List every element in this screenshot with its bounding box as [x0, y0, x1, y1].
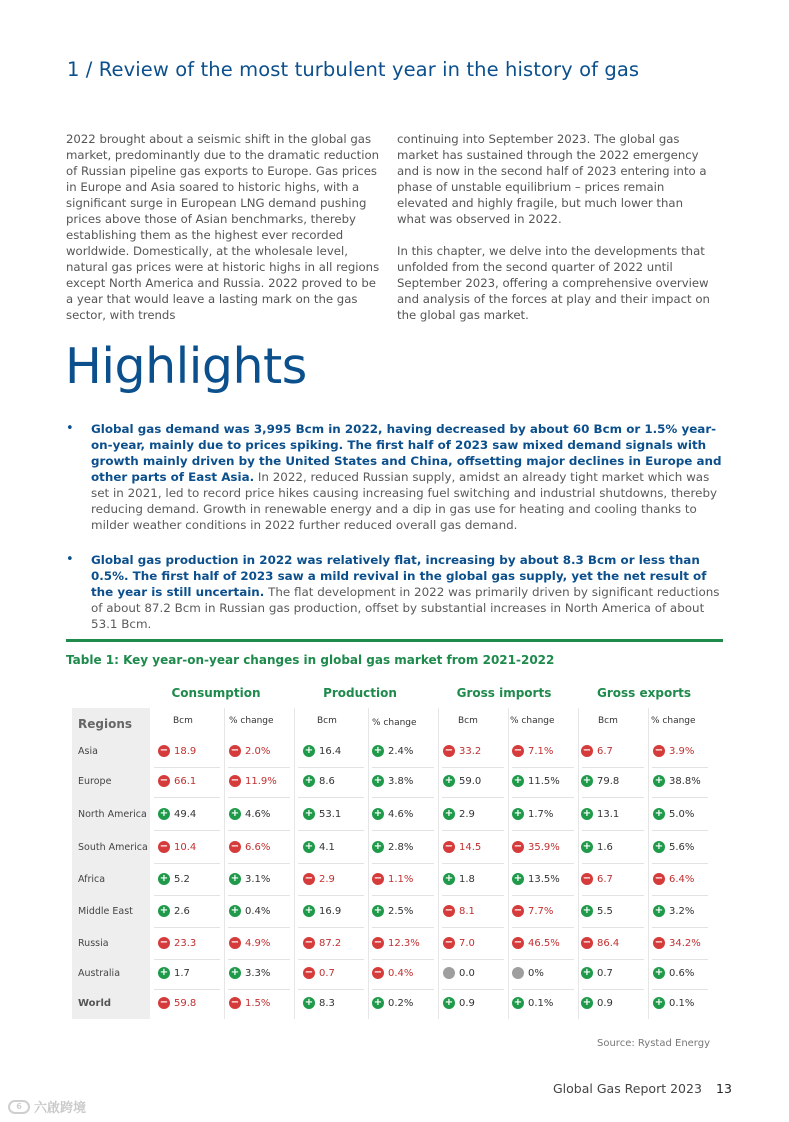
cell-value: 0.0: [459, 967, 475, 979]
table-cell: [512, 744, 553, 758]
cell-value: 5.6%: [669, 841, 695, 853]
group-header-consumption: Consumption: [171, 686, 261, 700]
group-header-gross-imports: Gross imports: [456, 686, 552, 700]
bullet-text: The flat development in 2022 was primarily driven by significant reductions of about 87.2 Bcm in Russian gas production, offset by substantial increases in North America of about 53.1 Bcm.: [91, 585, 720, 631]
cell-value: 5.0%: [669, 808, 695, 820]
cell-value: 59.0: [459, 775, 482, 787]
highlights-heading: Highlights: [65, 338, 307, 395]
cell-value: 5.5: [597, 905, 613, 917]
bullet-bold-text: Global gas production in 2022 was relatively flat, increasing by about 8.3 Bcm or less than 0.5%. The first half of 2023 saw a mild revival in the global gas supply, yet the net result of the year is still uncertain.: [91, 553, 707, 599]
regions-header: Regions: [78, 717, 133, 731]
increase-icon: +: [304, 745, 314, 756]
increase-icon: +: [444, 808, 454, 819]
increase-icon: +: [513, 997, 523, 1008]
subheader-exports-pct: % change: [651, 716, 696, 726]
table-row: [72, 766, 712, 798]
cell-value: 11.9%: [245, 775, 277, 787]
table-cell: [443, 774, 481, 788]
cell-value: 3.1%: [245, 873, 271, 885]
cell-value: 6.7: [597, 745, 613, 757]
page-number: 13: [716, 1081, 732, 1096]
decrease-icon: −: [582, 873, 592, 884]
increase-icon: +: [654, 841, 664, 852]
cell-value: 0%: [528, 967, 544, 979]
row-separator: [582, 797, 644, 798]
table-top-rule: [66, 639, 723, 642]
table-cell: [229, 774, 277, 788]
watermark-text: 六啟跨境: [34, 1101, 87, 1116]
bullet-text: In 2022, reduced Russian supply, amidst an already tight market which was set in 2021, led to record price hikes causing increasing fuel switching and industrial shutdowns, thereby reducing demand. Growth in renewable energy and a dip in gas use for heating and cooling thanks to milder weather conditions in 2022 further reduced overall gas demand.: [91, 470, 718, 532]
increase-icon: +: [373, 775, 383, 786]
table-cell: [443, 904, 475, 918]
table-row: [72, 928, 712, 960]
increase-icon: +: [304, 775, 314, 786]
cell-value: 0.9: [597, 997, 613, 1009]
row-region-label: Europe: [78, 776, 112, 787]
cell-value: 6.6%: [245, 841, 271, 853]
cell-value: 2.5%: [388, 905, 414, 917]
table-cell: [443, 807, 475, 821]
intro-left-column: [66, 131, 384, 323]
increase-icon: +: [654, 905, 664, 916]
cell-value: 35.9%: [528, 841, 560, 853]
decrease-icon: −: [373, 937, 383, 948]
cell-value: 2.0%: [245, 745, 271, 757]
cell-value: 86.4: [597, 937, 620, 949]
increase-icon: +: [582, 841, 592, 852]
increase-icon: +: [159, 967, 169, 978]
table-cell: [443, 744, 481, 758]
table-cell: [443, 996, 475, 1010]
intro-right-paragraph-1: continuing into September 2023. The global gas market has sustained through the 2022 emergency and is now in the second half of 2023 entering into a phase of unstable equilibrium – prices remain elevated and highly fragile, but much lower than what was observed in 2022.: [397, 132, 707, 226]
row-separator: [652, 797, 708, 798]
table-cell: [372, 774, 413, 788]
cell-value: 2.9: [459, 808, 475, 820]
decrease-icon: −: [373, 873, 383, 884]
decrease-icon: −: [513, 905, 523, 916]
row-separator: [652, 830, 708, 831]
decrease-icon: −: [159, 997, 169, 1008]
cell-value: 0.7: [319, 967, 335, 979]
table-cell: [303, 996, 335, 1010]
highlight-bullet: [66, 421, 726, 533]
table-cell: [581, 840, 613, 854]
subheader-consumption-pct: % change: [229, 716, 274, 726]
table-cell: [372, 904, 413, 918]
table-cell: [303, 966, 335, 980]
decrease-icon: −: [513, 745, 523, 756]
row-separator: [298, 830, 364, 831]
increase-icon: +: [582, 808, 592, 819]
table-cell: [443, 936, 475, 950]
row-separator: [442, 797, 504, 798]
increase-icon: +: [654, 997, 664, 1008]
increase-icon: +: [230, 967, 240, 978]
row-separator: [228, 797, 290, 798]
increase-icon: +: [159, 808, 169, 819]
table-cell: [303, 744, 341, 758]
cell-value: 16.4: [319, 745, 342, 757]
table-cell: [158, 807, 196, 821]
cell-value: 59.8: [174, 997, 197, 1009]
row-separator: [154, 830, 220, 831]
decrease-icon: −: [304, 967, 314, 978]
table-cell: [581, 774, 619, 788]
decrease-icon: −: [513, 937, 523, 948]
subheader-production-pct: % change: [372, 718, 417, 728]
increase-icon: +: [513, 808, 523, 819]
increase-icon: +: [582, 997, 592, 1008]
cell-value: 3.9%: [669, 745, 695, 757]
table-cell: [229, 744, 270, 758]
row-separator: [582, 830, 644, 831]
decrease-icon: −: [444, 745, 454, 756]
decrease-icon: −: [513, 841, 523, 852]
cell-value: 5.2: [174, 873, 190, 885]
increase-icon: +: [230, 808, 240, 819]
cell-value: 1.1%: [388, 873, 414, 885]
row-separator: [298, 797, 364, 798]
table-cell: [372, 840, 413, 854]
cell-value: 8.3: [319, 997, 335, 1009]
cell-value: 34.2%: [669, 937, 701, 949]
decrease-icon: −: [304, 937, 314, 948]
increase-icon: +: [444, 997, 454, 1008]
increase-icon: +: [444, 775, 454, 786]
cell-value: 16.9: [319, 905, 342, 917]
increase-icon: +: [373, 841, 383, 852]
decrease-icon: −: [582, 745, 592, 756]
decrease-icon: −: [654, 937, 664, 948]
cell-value: 0.2%: [388, 997, 414, 1009]
increase-icon: +: [159, 873, 169, 884]
increase-icon: +: [582, 967, 592, 978]
group-header-production: Production: [323, 686, 397, 700]
cell-value: 3.3%: [245, 967, 271, 979]
decrease-icon: −: [230, 997, 240, 1008]
group-headers: [72, 686, 712, 706]
increase-icon: +: [582, 905, 592, 916]
increase-icon: +: [654, 808, 664, 819]
increase-icon: +: [304, 841, 314, 852]
row-region-label: World: [78, 998, 112, 1009]
increase-icon: +: [513, 873, 523, 884]
row-separator: [512, 797, 574, 798]
table-cell: [581, 936, 619, 950]
table-cell: [303, 872, 335, 886]
table-cell: [303, 840, 335, 854]
table-cell: [653, 807, 694, 821]
table-cell: [512, 966, 544, 980]
table-cell: [158, 774, 196, 788]
decrease-icon: −: [582, 937, 592, 948]
table-cell: [229, 996, 270, 1010]
table-cell: [512, 807, 553, 821]
table-cell: [158, 744, 196, 758]
cell-value: 10.4: [174, 841, 197, 853]
cell-value: 0.9: [459, 997, 475, 1009]
table-cell: [443, 966, 475, 980]
decrease-icon: −: [444, 841, 454, 852]
increase-icon: +: [304, 808, 314, 819]
watermark-logo-icon: 6: [8, 1100, 30, 1114]
decrease-icon: −: [444, 905, 454, 916]
row-region-label: North America: [78, 809, 147, 820]
decrease-icon: −: [373, 967, 383, 978]
row-region-label: Australia: [78, 968, 121, 979]
table-cell: [581, 872, 613, 886]
table-cell: [653, 936, 701, 950]
table-cell: [158, 936, 196, 950]
increase-icon: +: [230, 905, 240, 916]
cell-value: 1.7: [174, 967, 190, 979]
table-cell: [372, 872, 413, 886]
increase-icon: +: [373, 745, 383, 756]
table-row: [72, 864, 712, 896]
cell-value: 66.1: [174, 775, 197, 787]
table-cell: [581, 996, 613, 1010]
cell-value: 0.7: [597, 967, 613, 979]
table-cell: [158, 996, 196, 1010]
decrease-icon: −: [444, 937, 454, 948]
cell-value: 8.1: [459, 905, 475, 917]
table-cell: [229, 966, 270, 980]
cell-value: 33.2: [459, 745, 482, 757]
watermark: [8, 1097, 86, 1116]
cell-value: 87.2: [319, 937, 342, 949]
table-cell: [581, 966, 613, 980]
table-cell: [158, 872, 190, 886]
decrease-icon: −: [304, 873, 314, 884]
increase-icon: +: [513, 775, 523, 786]
subheader-imports-bcm: Bcm: [458, 716, 478, 726]
table-cell: [512, 872, 560, 886]
cell-value: 0.1%: [669, 997, 695, 1009]
cell-value: 2.6: [174, 905, 190, 917]
group-header-gross-exports: Gross exports: [597, 686, 691, 700]
table-cell: [653, 774, 701, 788]
row-separator: [154, 797, 220, 798]
decrease-icon: −: [654, 873, 664, 884]
row-separator: [512, 830, 574, 831]
table-row: [72, 832, 712, 864]
cell-value: 7.0: [459, 937, 475, 949]
row-separator: [372, 797, 434, 798]
cell-value: 7.1%: [528, 745, 554, 757]
cell-value: 1.7%: [528, 808, 554, 820]
table-cell: [372, 966, 413, 980]
decrease-icon: −: [230, 775, 240, 786]
table-cell: [372, 936, 420, 950]
table-cell: [372, 996, 413, 1010]
row-region-label: Asia: [78, 746, 98, 757]
cell-value: 1.5%: [245, 997, 271, 1009]
subheader-exports-bcm: Bcm: [598, 716, 618, 726]
subheader-consumption-bcm: Bcm: [173, 716, 193, 726]
table-row: [72, 958, 712, 990]
cell-value: 4.1: [319, 841, 335, 853]
intro-left-paragraph: 2022 brought about a seismic shift in the global gas market, predominantly due to the dramatic reduction of Russian pipeline gas exports to Europe. Gas prices in Europe and Asia soared to historic highs, with a significant surge in European LNG demand pushing prices above those of Asian benchmarks, thereby establishing them as the highest ever recorded worldwide. Domestically, at the wholesale level, natural gas prices were at historic highs in all regions except North America and Russia. 2022 proved to be a year that would leave a lasting mark on the gas sector, with trends: [66, 132, 380, 322]
increase-icon: +: [654, 967, 664, 978]
table-cell: [653, 996, 694, 1010]
cell-value: 4.9%: [245, 937, 271, 949]
row-separator: [442, 830, 504, 831]
table-cell: [229, 936, 270, 950]
table-cell: [653, 966, 694, 980]
cell-value: 0.1%: [528, 997, 554, 1009]
increase-icon: +: [654, 775, 664, 786]
decrease-icon: −: [159, 841, 169, 852]
table-cell: [512, 840, 560, 854]
table-cell: [581, 807, 619, 821]
cell-value: 13.5%: [528, 873, 560, 885]
table-row: [72, 799, 712, 831]
cell-value: 8.6: [319, 775, 335, 787]
cell-value: 46.5%: [528, 937, 560, 949]
cell-value: 6.4%: [669, 873, 695, 885]
row-region-label: Middle East: [78, 906, 133, 917]
table-row: [72, 736, 712, 768]
decrease-icon: −: [159, 775, 169, 786]
table-cell: [229, 840, 270, 854]
decrease-icon: −: [159, 745, 169, 756]
row-region-label: South America: [78, 842, 148, 853]
decrease-icon: −: [159, 937, 169, 948]
table-cell: [512, 774, 560, 788]
increase-icon: +: [373, 808, 383, 819]
cell-value: 12.3%: [388, 937, 420, 949]
row-region-label: Russia: [78, 938, 109, 949]
decrease-icon: −: [230, 937, 240, 948]
cell-value: 49.4: [174, 808, 197, 820]
table-cell: [443, 840, 481, 854]
bullet-dot-icon: •: [66, 421, 74, 436]
cell-value: 1.8: [459, 873, 475, 885]
highlight-bullet: [66, 552, 726, 632]
cell-value: 38.8%: [669, 775, 701, 787]
cell-value: 4.6%: [245, 808, 271, 820]
cell-value: 0.4%: [245, 905, 271, 917]
cell-value: 13.1: [597, 808, 620, 820]
intro-right-column: [397, 131, 715, 323]
cell-value: 2.8%: [388, 841, 414, 853]
footer-report-title: Global Gas Report 2023: [553, 1081, 702, 1096]
table-cell: [303, 904, 341, 918]
decrease-icon: −: [230, 841, 240, 852]
table-cell: [158, 840, 196, 854]
table-cell: [372, 807, 413, 821]
cell-value: 2.9: [319, 873, 335, 885]
source-note: Source: Rystad Energy: [597, 1038, 711, 1049]
table-caption: Table 1: Key year-on-year changes in global gas market from 2021-2022: [66, 653, 555, 667]
table-cell: [158, 966, 190, 980]
table-row: [72, 896, 712, 928]
bullet-bold-text: Global gas demand was 3,995 Bcm in 2022, having decreased by about 60 Bcm or 1.5% year-on-year, mainly due to prices spiking. The first half of 2023 saw mixed demand signals with growth mainly driven by the United States and China, offsetting major declines in Europe and other parts of East Asia.: [91, 422, 722, 484]
no-change-icon: [512, 967, 524, 979]
cell-value: 53.1: [319, 808, 342, 820]
table-cell: [158, 904, 190, 918]
increase-icon: +: [304, 905, 314, 916]
cell-value: 11.5%: [528, 775, 560, 787]
table-cell: [303, 936, 341, 950]
table-cell: [303, 807, 341, 821]
table-cell: [512, 996, 553, 1010]
row-region-label: Africa: [78, 874, 106, 885]
table-cell: [229, 807, 270, 821]
increase-icon: +: [582, 775, 592, 786]
row-separator: [372, 830, 434, 831]
decrease-icon: −: [230, 745, 240, 756]
cell-value: 79.8: [597, 775, 620, 787]
cell-value: 3.2%: [669, 905, 695, 917]
table-cell: [512, 904, 553, 918]
no-change-icon: [443, 967, 455, 979]
increase-icon: +: [304, 997, 314, 1008]
row-separator: [228, 830, 290, 831]
table-cell: [303, 774, 335, 788]
cell-value: 18.9: [174, 745, 197, 757]
cell-value: 7.7%: [528, 905, 554, 917]
subheader-production-bcm: Bcm: [317, 716, 337, 726]
increase-icon: +: [373, 905, 383, 916]
bullet-dot-icon: •: [66, 552, 74, 567]
increase-icon: +: [373, 997, 383, 1008]
table-cell: [581, 744, 613, 758]
chapter-title: 1 / Review of the most turbulent year in the history of gas: [67, 58, 640, 81]
table-cell: [653, 744, 694, 758]
cell-value: 3.8%: [388, 775, 414, 787]
increase-icon: +: [230, 873, 240, 884]
cell-value: 6.7: [597, 873, 613, 885]
table-cell: [512, 936, 560, 950]
increase-icon: +: [159, 905, 169, 916]
cell-value: 23.3: [174, 937, 197, 949]
cell-value: 0.6%: [669, 967, 695, 979]
table-cell: [653, 904, 694, 918]
intro-right-paragraph-2: In this chapter, we delve into the developments that unfolded from the second quarter of 2022 until September 2023, offering a comprehensive overview and analysis of the forces at play and their impact on the global gas market.: [397, 244, 710, 322]
cell-value: 0.4%: [388, 967, 414, 979]
table-cell: [653, 872, 694, 886]
table-cell: [653, 840, 694, 854]
table-cell: [372, 744, 413, 758]
table-cell: [229, 872, 270, 886]
table-cell: [443, 872, 475, 886]
table-cell: [229, 904, 270, 918]
subheader-imports-pct: % change: [510, 716, 555, 726]
table-cell: [581, 904, 613, 918]
table-row: [72, 988, 712, 1020]
increase-icon: +: [444, 873, 454, 884]
cell-value: 1.6: [597, 841, 613, 853]
cell-value: 14.5: [459, 841, 482, 853]
cell-value: 2.4%: [388, 745, 414, 757]
decrease-icon: −: [654, 745, 664, 756]
cell-value: 4.6%: [388, 808, 414, 820]
